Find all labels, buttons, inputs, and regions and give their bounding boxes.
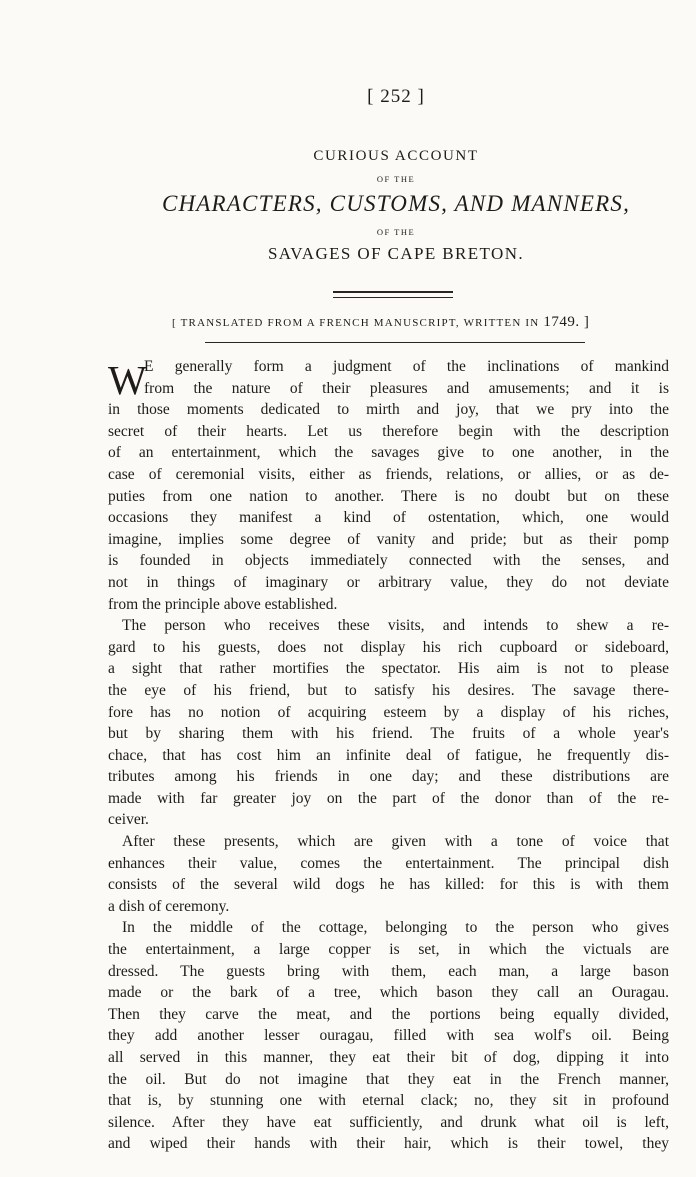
text-line: fore has no notion of acquiring esteem by a display of his riches, [108, 703, 669, 721]
title-line-curious-account: CURIOUS ACCOUNT [313, 148, 479, 164]
text-line: case of ceremonial visits, either as friends, relations, or allies, or as de- [108, 465, 669, 483]
page-number: [ 252 ] [367, 86, 425, 107]
text-line: a sight that rather mortifies the spectator. His aim is not to please [108, 660, 669, 678]
text-line: tributes among his friends in one day; and these distributions are [108, 768, 669, 786]
text-line: in those moments dedicated to mirth and joy, that we pry into the [108, 401, 669, 419]
text-line: they add another lesser ouragau, filled with sea wolf's oil. Being [108, 1027, 669, 1045]
text-line: consists of the several wild dogs he has killed: for this is with them [108, 876, 669, 894]
text-line: not in things of imaginary or arbitrary value, they do not deviate [108, 573, 669, 591]
title-line-characters: CHARACTERS, CUSTOMS, AND MANNERS, [161, 191, 631, 216]
text-line: that is, by stunning one with eternal clack; no, they sit in profound [108, 1092, 669, 1110]
text-line: a dish of ceremony. [108, 897, 230, 915]
text-line: and wiped their hands with their hair, which is their towel, they [108, 1135, 669, 1153]
text-line: from the nature of their pleasures and amusements; and it is [144, 379, 669, 397]
text-line: the oil. But do not imagine that they eat in the French manner, [108, 1070, 669, 1088]
text-line: gard to his guests, does not display his rich cupboard or sideboard, [108, 638, 669, 656]
text-line: from the principle above established. [108, 595, 338, 613]
text-line: of an entertainment, which the savages give to one another, in the [108, 444, 669, 462]
text-line: Then they carve the meat, and the portions being equally divided, [108, 1005, 669, 1023]
text-line: the entertainment, a large copper is set, in which the victuals are [108, 941, 669, 959]
translation-note-text: [ TRANSLATED FROM A FRENCH MANUSCRIPT, WRITTEN IN [172, 317, 540, 329]
text-line: made with far greater joy on the part of the donor than of the re- [108, 789, 669, 807]
section-rule [205, 342, 585, 343]
drop-cap: W [108, 357, 147, 403]
title-line-savages: SAVAGES OF CAPE BRETON. [267, 244, 525, 263]
text-line: all served in this manner, they eat their bit of dog, dipping it into [108, 1049, 669, 1066]
text-line: The person who receives these visits, and intends to shew a re- [122, 617, 669, 635]
text-line: In the middle of the cottage, belonging to the person who gives [122, 919, 669, 937]
translation-note-year: 1749. ] [543, 314, 590, 330]
text-line: is founded in objects immediately connected with the senses, and [108, 552, 669, 570]
translation-note [172, 314, 624, 331]
text-line: occasions they manifest a kind of ostentation, which, one would [108, 509, 669, 527]
title-line-of-the: OF THE [376, 174, 416, 184]
text-line: ceiver. [108, 811, 149, 829]
text-line: the eye of his friend, but to satisfy his desires. The savage there- [108, 681, 669, 699]
text-line: After these presents, which are given with a tone of voice that [122, 833, 669, 851]
text-line: secret of their hearts. Let us therefore begin with the description [108, 422, 669, 440]
text-line: dressed. The guests bring with them, each man, a large bason [108, 962, 669, 980]
text-line: made or the bark of a tree, which bason they call an Ouragau. [108, 984, 669, 1002]
text-line: E generally form a judgment of the inclinations of mankind [144, 358, 669, 375]
text-line: puties from one nation to another. There is no doubt but on these [108, 487, 669, 505]
title-block [0, 146, 696, 266]
text-line: enhances their value, comes the entertainment. The principal dish [108, 854, 669, 872]
text-line: but by sharing them with his friend. The fruits of a whole year's [108, 725, 669, 743]
title-double-rule [333, 291, 453, 298]
text-line: silence. After they have eat sufficiently, and drunk what oil is left, [108, 1113, 669, 1131]
text-line: imagine, implies some degree of vanity and pride; but as their pomp [108, 530, 669, 548]
body-text [108, 356, 669, 1155]
title-line-of-the-2: OF THE [376, 227, 416, 237]
text-line: chace, that has cost him an infinite deal of fatigue, he frequently dis- [108, 746, 669, 764]
